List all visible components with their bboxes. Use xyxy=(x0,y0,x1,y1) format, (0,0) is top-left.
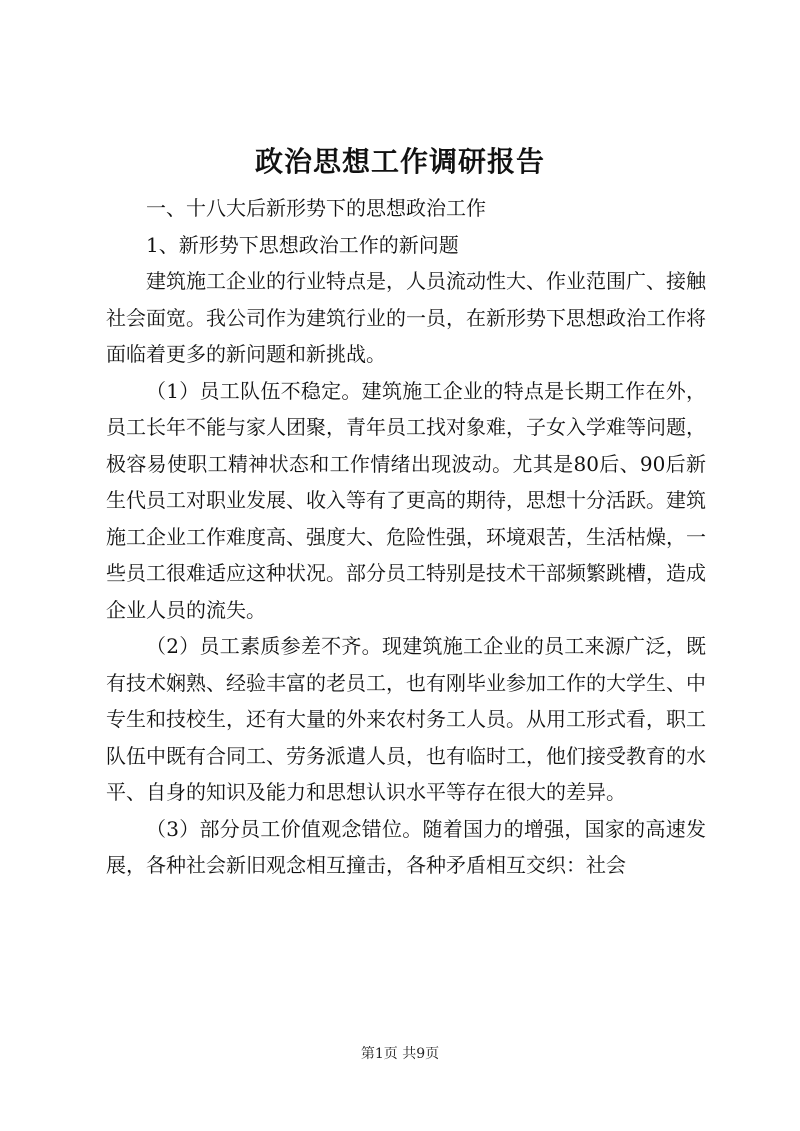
section-heading: 一、十八大后新形势下的思想政治工作 xyxy=(146,196,486,220)
document-body xyxy=(106,190,706,884)
subsection-heading: 1、新形势下思想政治工作的新问题 xyxy=(146,232,459,257)
page-title: 政治思想工作调研报告 xyxy=(254,145,545,178)
page-number: 第1页 共9页 xyxy=(360,1046,440,1062)
paragraph-point-2: （2）员工素质参差不齐。现建筑施工企业的员工来源广泛，既有技术娴熟、经验丰富的老员工，也有刚毕业参加工作的大学生、中专生和技校生，还有大量的外来农村务工人员。从用工形式看，职工队伍中既有合同工、劳务派遣人员，也有临时工，他们接受教育的水平、自身的知识及能力和思想认识水平等存在很大的差异。 xyxy=(106,634,706,804)
paragraph-point-3: （3）部分员工价值观念错位。随着国力的增强，国家的高速发展，各种社会新旧观念相互撞击，各种矛盾相互交织：社会 xyxy=(106,816,706,877)
page-footer xyxy=(0,1043,800,1063)
paragraph-intro: 建筑施工企业的行业特点是，人员流动性大、作业范围广、接触社会面宽。我公司作为建筑行业的一员，在新形势下思想政治工作将面临着更多的新问题和新挑战。 xyxy=(106,269,706,366)
paragraph-point-1: （1）员工队伍不稳定。建筑施工企业的特点是长期工作在外，员工长年不能与家人团聚，青年员工找对象难，子女入学难等问题，极容易使职工精神状态和工作情绪出现波动。尤其是80后、90后新生代员工对职业发展、收入等有了更高的期待，思想十分活跃。建筑施工企业工作难度高、强度大、危险性强，环境艰苦，生活枯燥，一些员工很难适应这种状况。部分员工特别是技术干部频繁跳槽，造成企业人员的流失。 xyxy=(106,378,706,622)
